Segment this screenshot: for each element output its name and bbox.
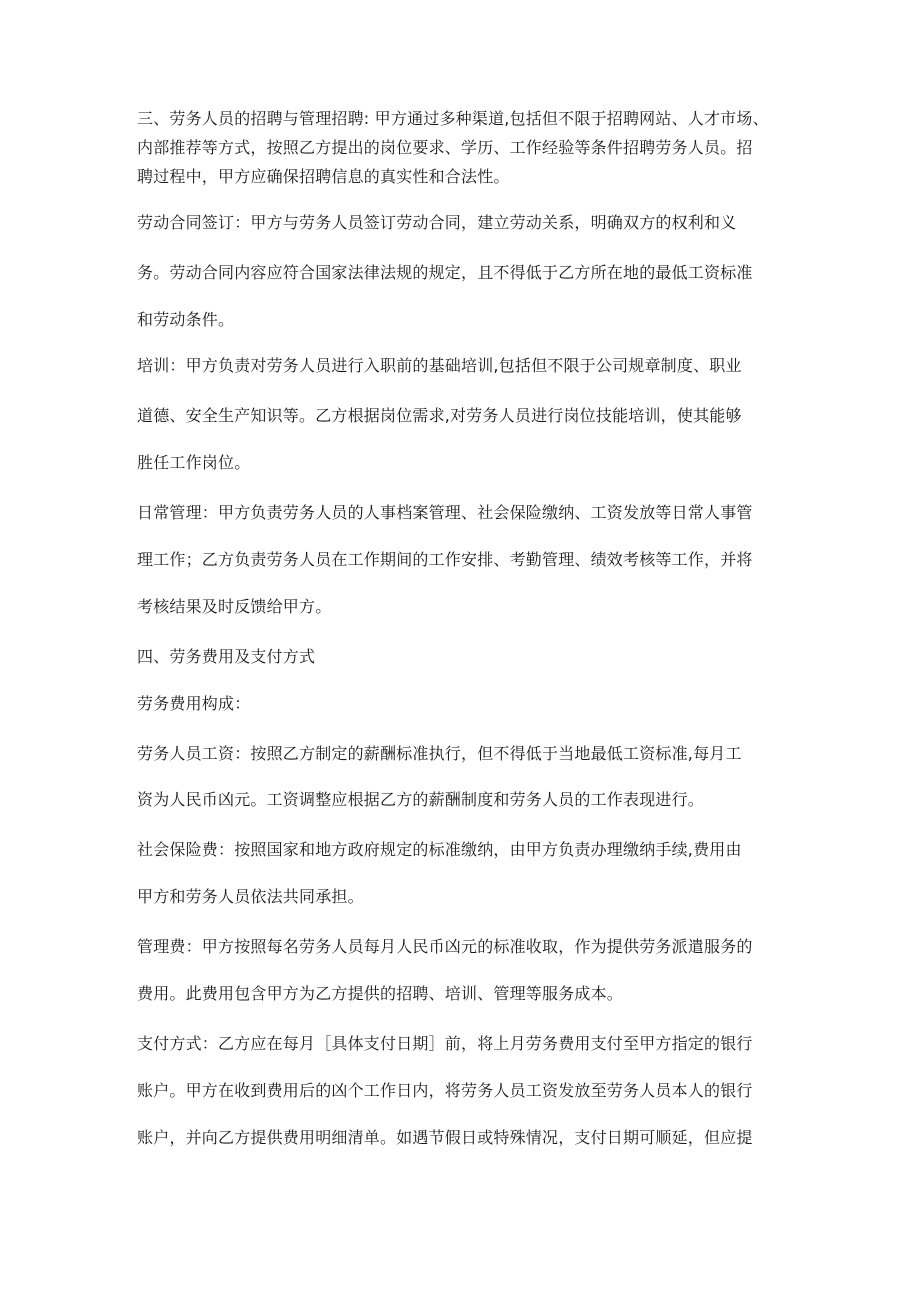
- text-line: 劳务费用构成：: [137, 694, 251, 713]
- text-line: 和劳动条件。: [137, 310, 235, 329]
- text-line: 务。劳动合同内容应符合国家法律法规的规定，且不得低于乙方所在地的最低工资标准: [137, 263, 753, 282]
- text-line: 费用。此费用包含甲方为乙方提供的招聘、培训、管理等服务成本。: [137, 984, 624, 1003]
- text-line: 聘过程中，甲方应确保招聘信息的真实性和合法性。: [137, 167, 510, 186]
- text-line: 三、劳务人员的招聘与管理招聘: 甲方通过多种渠道,包括但不限于招聘网站、人才市场、: [137, 109, 769, 128]
- text-line: 内部推荐等方式，按照乙方提出的岗位要求、学历、工作经验等条件招聘劳务人员。招: [137, 138, 753, 157]
- text-line: 日常管理：甲方负责劳务人员的人事档案管理、社会保险缴纳、工资发放等日常人事管: [137, 503, 753, 522]
- text-line: 培训：甲方负责对劳务人员进行入职前的基础培训,包括但不限于公司规章制度、职业: [137, 356, 742, 375]
- text-line: 劳务人员工资：按照乙方制定的薪酬标准执行，但不得低于当地最低工资标准,每月工: [137, 744, 742, 763]
- text-line: 支付方式：乙方应在每月［具体支付日期］前，将上月劳务费用支付至甲方指定的银行: [137, 1034, 753, 1053]
- section-heading: 四、劳务费用及支付方式: [137, 647, 316, 666]
- text-line: 账户，并向乙方提供费用明细清单。如遇节假日或特殊情况，支付日期可顺延，但应提: [137, 1128, 753, 1147]
- text-line: 社会保险费：按照国家和地方政府规定的标准缴纳，由甲方负责办理缴纳手续,费用由: [137, 840, 742, 859]
- text-line: 考核结果及时反馈给甲方。: [137, 597, 332, 616]
- text-line: 理工作；乙方负责劳务人员在工作期间的工作安排、考勤管理、绩效考核等工作，并将: [137, 550, 753, 569]
- text-line: 甲方和劳务人员依法共同承担。: [137, 887, 364, 906]
- text-line: 劳动合同签订：甲方与劳务人员签订劳动合同，建立劳动关系，明确双方的权利和义: [137, 213, 737, 232]
- text-line: 胜任工作岗位。: [137, 453, 251, 472]
- text-line: 道德、安全生产知识等。乙方根据岗位需求,对劳务人员进行岗位技能培训，使其能够: [137, 406, 742, 425]
- text-line: 资为人民币凶元。工资调整应根据乙方的薪酬制度和劳务人员的工作表现进行。: [137, 790, 705, 809]
- text-line: 账户。甲方在收到费用后的凶个工作日内，将劳务人员工资发放至劳务人员本人的银行: [137, 1081, 753, 1100]
- text-line: 管理费：甲方按照每名劳务人员每月人民币凶元的标准收取，作为提供劳务派遣服务的: [137, 937, 753, 956]
